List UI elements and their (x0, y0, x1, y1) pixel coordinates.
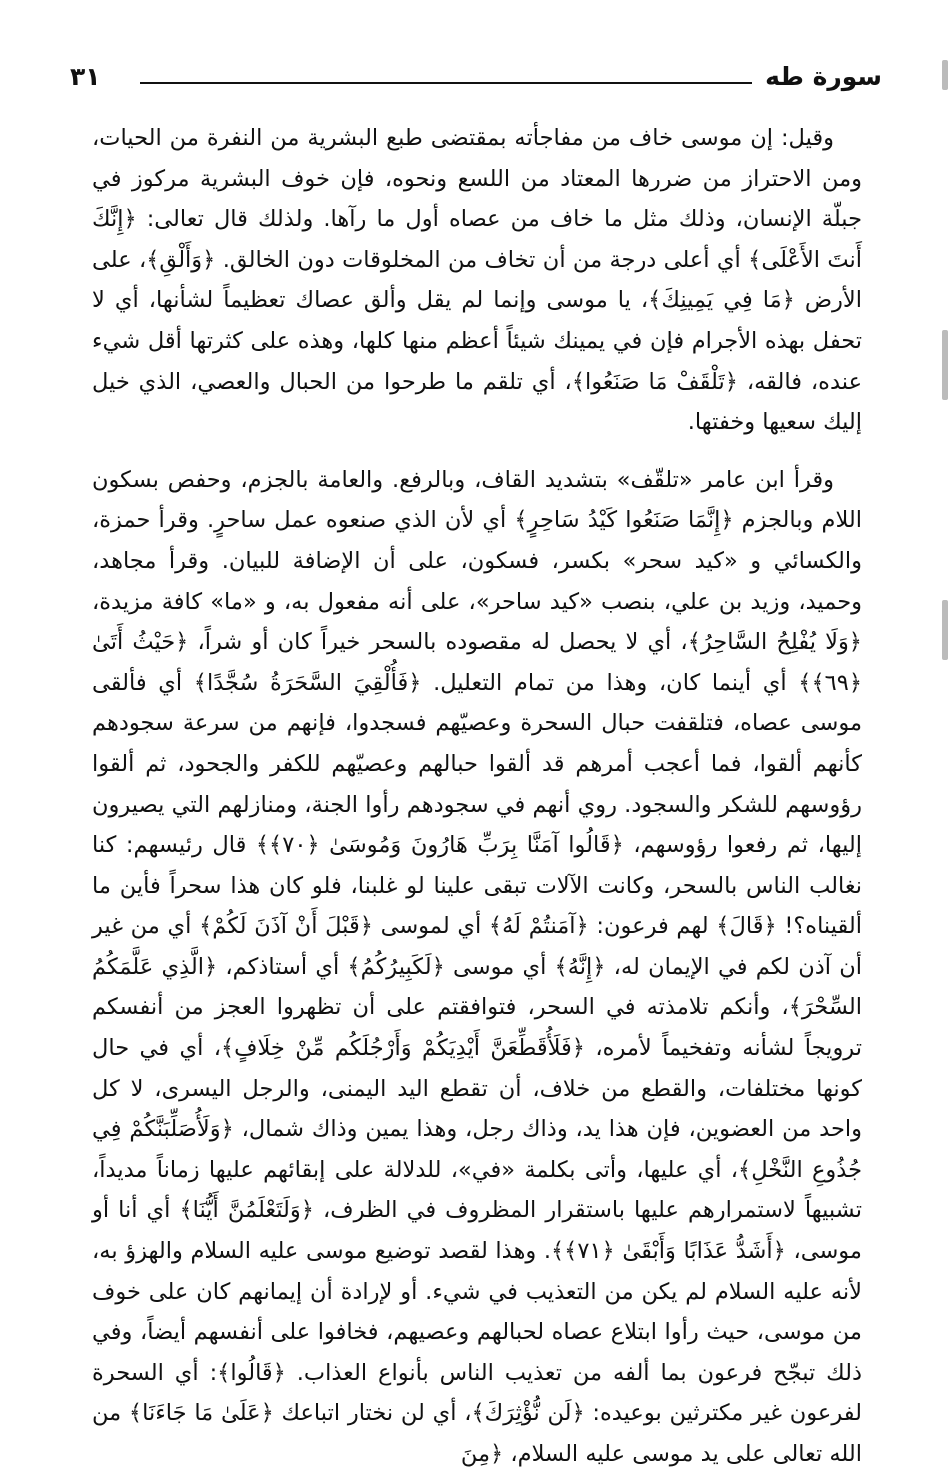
surah-title: سورة طه (765, 62, 882, 91)
body-text (92, 118, 862, 1475)
paragraph-2: وقرأ ابن عامر «تلقّف» بتشديد القاف، وبالرفع. والعامة بالجزم، وحفص بسكون اللام وبالجزم ﴿إِنَّمَا صَنَعُوا كَيْدُ سَاحِرٍ﴾ أي لأن الذي صنعوه عمل ساحرٍ. وقرأ حمزة، والكسائي و «كيد سحر» بكسر، فسكون، على أن الإضافة للبيان. وقرأ مجاهد، وحميد، وزيد بن علي، بنصب «كيد ساحر»، على أنه مفعول به، و «ما» كافة مزيدة، ﴿وَلَا يُفْلِحُ السَّاحِرُ﴾، أي لا يحصل له مقصوده بالسحر خيراً كان أو شراً، ﴿حَيْثُ أَتَىٰ ﴿٦٩﴾﴾ أي أينما كان، وهذا من تمام التعليل. ﴿فَأُلْقِيَ السَّحَرَةُ سُجَّدًا﴾ أي فألقى موسى عصاه، فتلقفت حبال السحرة وعصيّهم فسجدوا، فإنهم من سرعة سجودهم كأنهم ألقوا، فما أعجب أمرهم قد ألقوا حبالهم وعصيّهم للكفر والجحود، ثم ألقوا رؤوسهم للشكر والسجود. روي أنهم في سجودهم رأوا الجنة، ومنازلهم التي يصيرون إليها، ثم رفعوا رؤوسهم، ﴿قَالُوا آمَنَّا بِرَبِّ هَارُونَ وَمُوسَىٰ ﴿٧٠﴾﴾ قال رئيسهم: كنا نغالب الناس بالسحر، وكانت الآلات تبقى علينا لو غلبنا، فلو كان هذا سحراً فأين ما ألقيناه؟! ﴿قَالَ﴾ لهم فرعون: ﴿آمَنتُمْ لَهُ﴾ أي لموسى ﴿قَبْلَ أَنْ آذَنَ لَكُمْ﴾ أي من غير أن آذن لكم في الإيمان له، ﴿إِنَّهُ﴾ أي موسى ﴿لَكَبِيرُكُمُ﴾ أي أستاذكم، ﴿الَّذِي عَلَّمَكُمُ السِّحْرَ﴾، وأنكم تلامذته في السحر، فتوافقتم على أن تظهروا العجز من أنفسكم ترويجاً لشأنه وتفخيماً لأمره، ﴿فَلَأُقَطِّعَنَّ أَيْدِيَكُمْ وَأَرْجُلَكُم مِّنْ خِلَافٍ﴾، أي في حال كونها مختلفات، والقطع من خلاف، أن تقطع اليد اليمنى، والرجل اليسرى، لا كل واحد من العضوين، فإن هذا يد، وذاك رجل، وهذا يمين وذاك شمال، ﴿وَلَأُصَلِّبَنَّكُمْ فِي جُذُوعِ النَّخْلِ﴾، أي عليها، وأتى بكلمة «في»، للدلالة على إبقائهم عليها زماناً مديداً، تشبيهاً لاستمرارهم عليها باستقرار المظروف في الظرف، ﴿وَلَتَعْلَمُنَّ أَيُّنَا﴾ أي أنا أو موسى، ﴿أَشَدُّ عَذَابًا وَأَبْقَىٰ ﴿٧١﴾﴾. وهذا لقصد توضيع موسى عليه السلام والهزؤ به، لأنه عليه السلام لم يكن من التعذيب في شيء. أو لإرادة أن إيمانهم كان على خوف من موسى، حيث رأوا ابتلاع عصاه لحبالهم وعصيهم، فخافوا على أنفسهم أيضاً، وفي ذلك تبجّح فرعون بما ألفه من تعذيب الناس بأنواع العذاب. ﴿قَالُوا﴾: أي السحرة لفرعون غير مكترثين بوعيده: ﴿لَن نُّؤْثِرَكَ﴾، أي لن نختار اتباعك ﴿عَلَىٰ مَا جَاءَنَا﴾ من الله تعالى على يد موسى عليه السلام، ﴿مِنَ (92, 466, 862, 1467)
page-header (70, 62, 882, 102)
header-rule (140, 82, 752, 84)
paragraph-1: وقيل: إن موسى خاف من مفاجأته بمقتضى طبع البشرية من النفرة من الحيات، ومن الاحتراز من ضررها المعتاد من اللسع ونحوه، فإن خوف البشرية مركوز في جبلّة الإنسان، وذلك مثل ما خاف من عصاه أول ما رآها. ولذلك قال تعالى: ﴿إِنَّكَ أَنتَ الأَعْلَى﴾ أي أعلى درجة من أن تخاف من المخلوقات دون الخالق. ﴿وَأَلْقِ﴾، على الأرض ﴿مَا فِي يَمِينِكَ﴾، يا موسى وإنما لم يقل وألق عصاك تعظيماً لشأنها، أي لا تحفل بهذه الأجرام فإن في يمينك شيئاً أعظم منها كلها، وهذه على كثرتها أقل شيء عنده، فالقه، ﴿تَلْقَفْ مَا صَنَعُوا﴾، أي تلقم ما طرحوا من الحبال والعصي، الذي خيل إليك سعيها وخفتها. (92, 125, 862, 436)
scan-edge-mark (942, 600, 948, 660)
page-number: ٣١ (70, 62, 101, 91)
scan-edge-mark (942, 330, 948, 400)
scan-edge-mark (942, 60, 948, 90)
